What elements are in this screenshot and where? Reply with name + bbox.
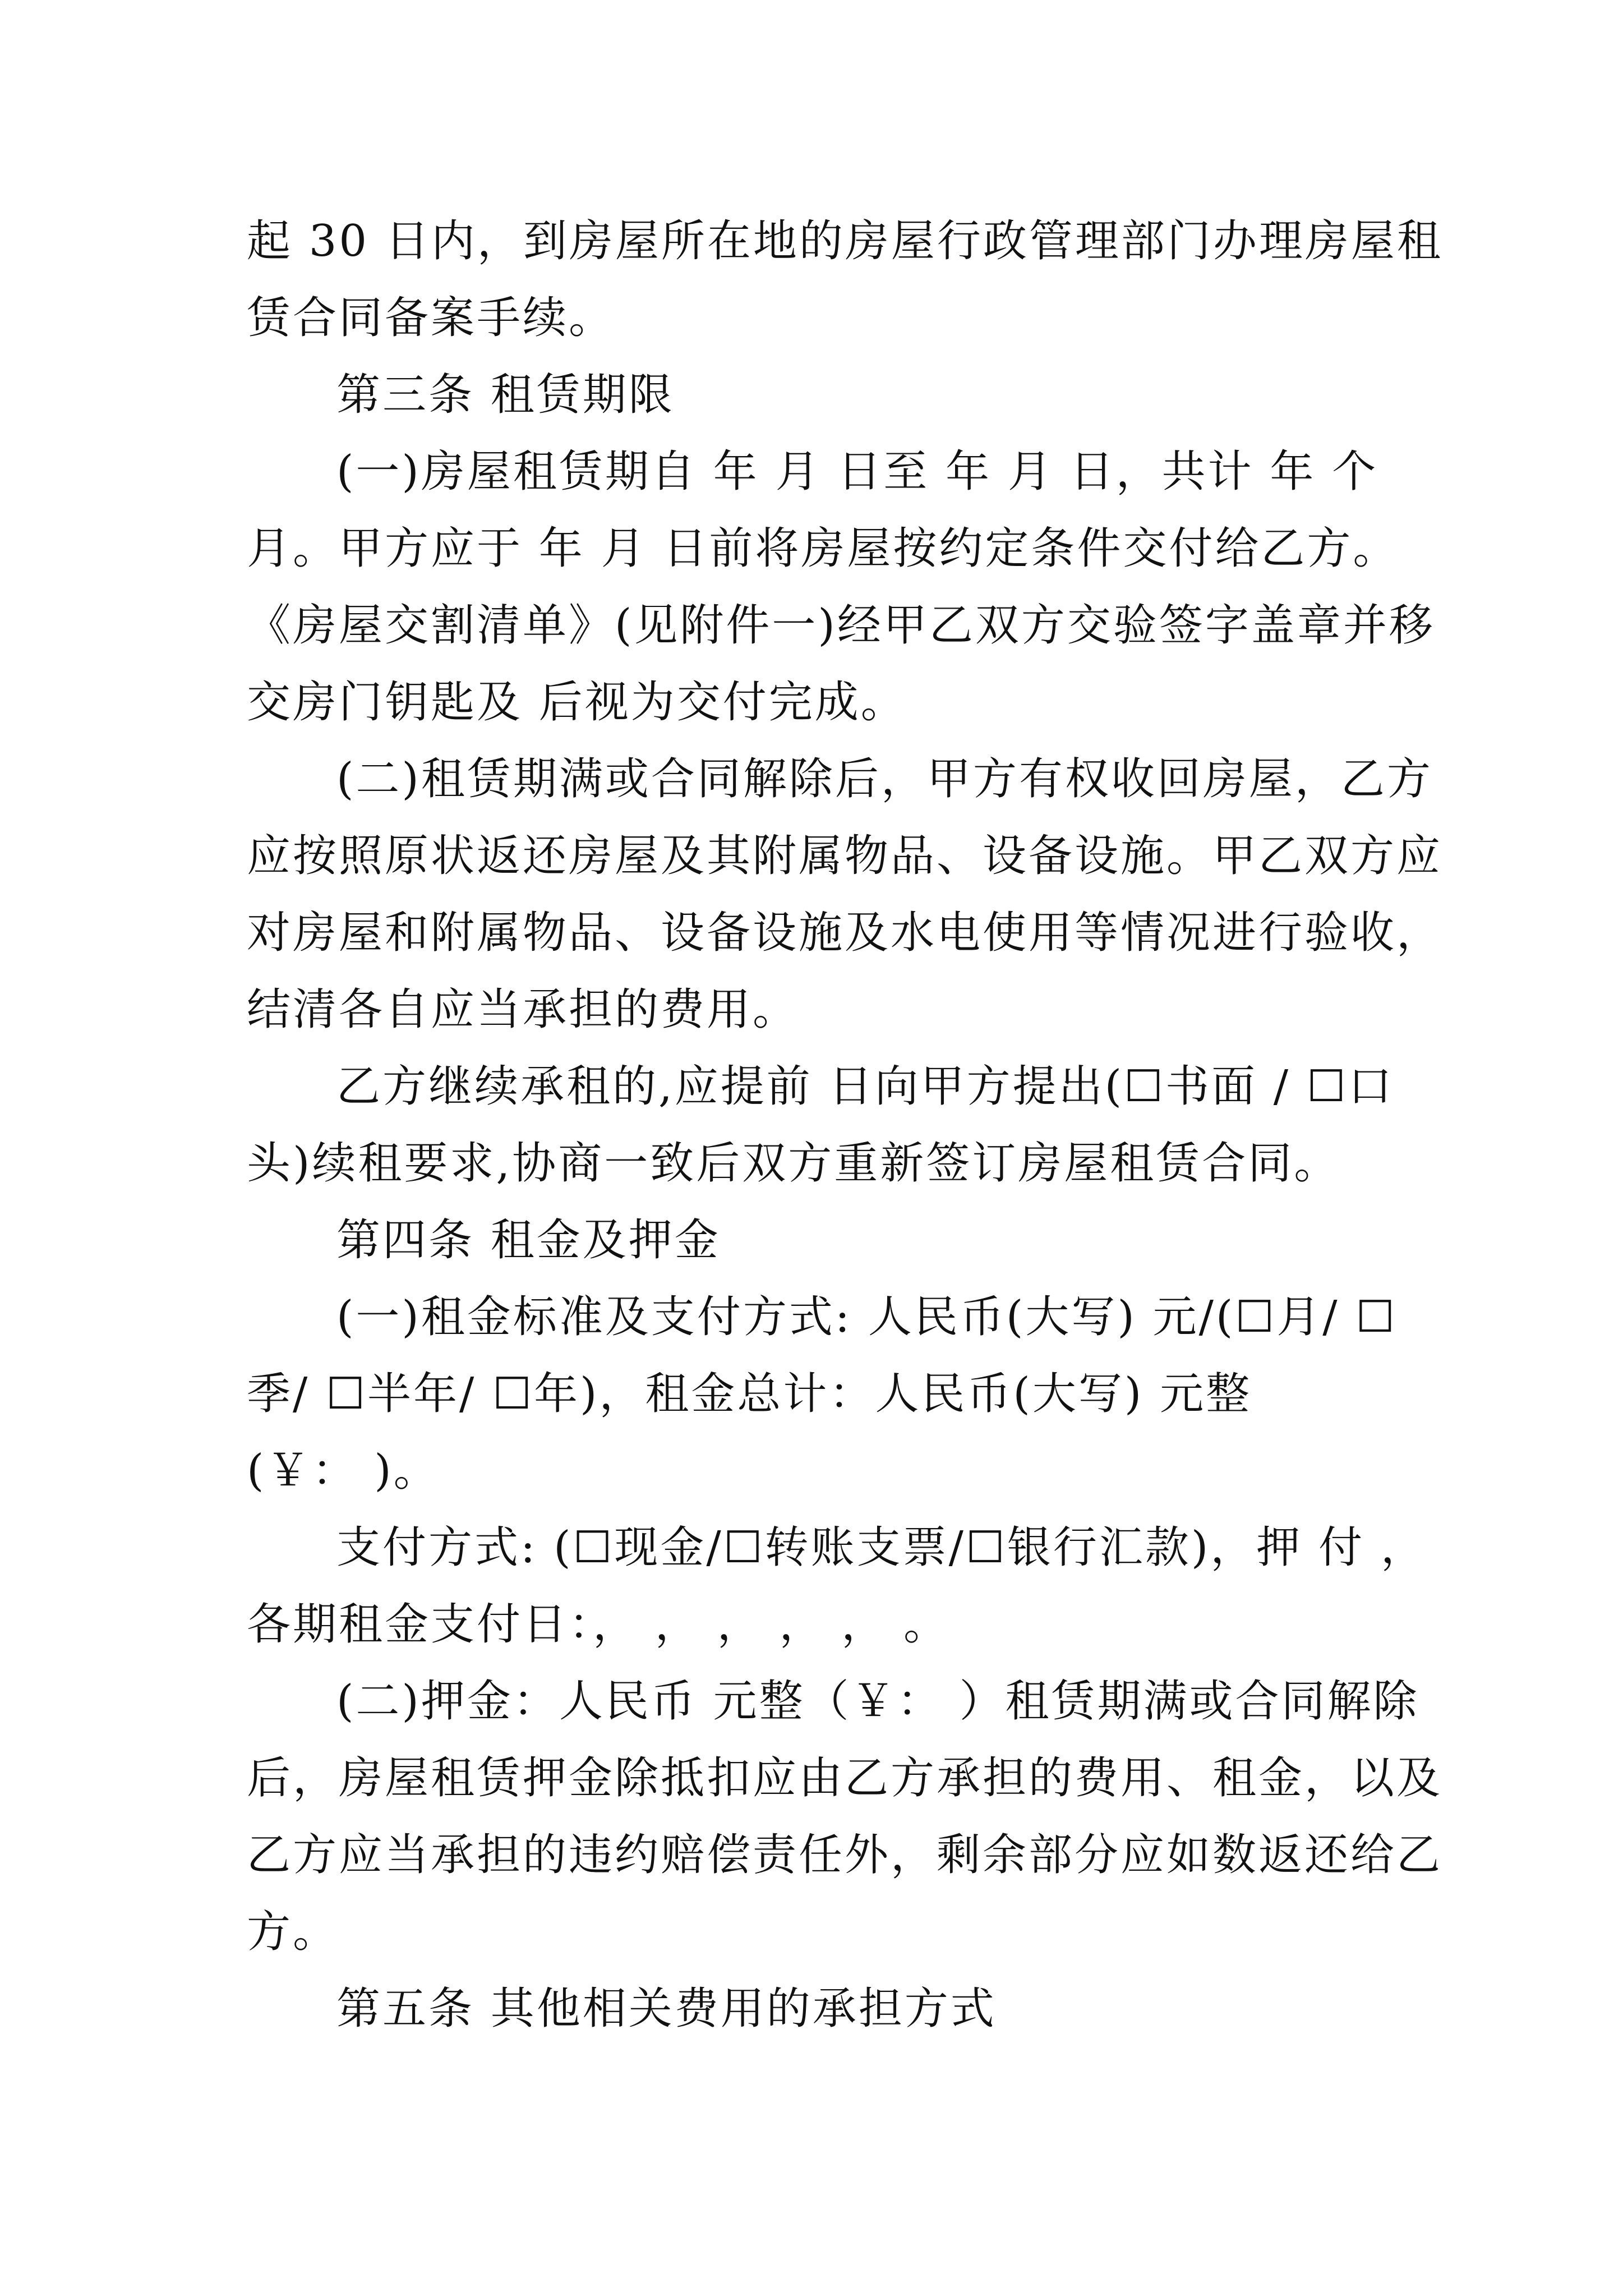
paragraph-line: 方。 (247, 1907, 339, 1957)
article-heading: 第三条 租赁期限 (336, 370, 675, 420)
paragraph-line: 乙方应当承担的违约赔偿责任外，剩余部分应如数返还给乙 (247, 1830, 1443, 1880)
paragraph-line: 季/ ☐半年/ ☐年)，租金总计：人民币(大写) 元整 (247, 1369, 1252, 1419)
paragraph-line: 结清各自应当承担的费用。 (247, 984, 799, 1035)
paragraph-line: 交房门钥匙及 后视为交付完成。 (247, 677, 907, 728)
paragraph-line: 《房屋交割清单》(见附件一)经甲乙双方交验签字盖章并移 (247, 600, 1435, 651)
paragraph-line: 后，房屋租赁押金除抵扣应由乙方承担的费用、租金，以及 (247, 1753, 1443, 1803)
paragraph-line: 支付方式: (☐现金/☐转账支票/☐银行汇款)，押 付 ， (336, 1522, 1427, 1573)
paragraph-line: 赁合同备案手续。 (247, 293, 615, 343)
paragraph-line: 月。甲方应于 年 月 日前将房屋按约定条件交付给乙方。 (247, 523, 1399, 574)
paragraph-line: (一)房屋租赁期自 年 月 日至 年 月 日，共计 年 个 (336, 447, 1378, 497)
paragraph-line: (二)押金：人民币 元整（￥： ）租赁期满或合同解除 (336, 1676, 1419, 1727)
document-body (247, 203, 1443, 2047)
paragraph-line: 起 30 日内，到房屋所在地的房屋行政管理部门办理房屋租 (247, 216, 1443, 266)
paragraph-line: (一)租金标准及支付方式: 人民币(大写) 元/(☐月/ ☐ (336, 1292, 1398, 1342)
paragraph-line: (二)租赁期满或合同解除后，甲方有权收回房屋，乙方 (336, 754, 1433, 804)
article-heading: 第五条 其他相关费用的承担方式 (336, 1984, 997, 2034)
paragraph-line: 各期租金支付日：， ， ， ， ， 。 (247, 1599, 949, 1650)
paragraph-line: 头)续租要求,协商一致后双方重新签订房屋租赁合同。 (247, 1138, 1340, 1189)
article-heading: 第四条 租金及押金 (336, 1215, 721, 1266)
paragraph-line: 乙方继续承租的,应提前 日向甲方提出(☐书面 / ☐口 (336, 1061, 1394, 1112)
paragraph-line: 应按照原状返还房屋及其附属物品、设备设施。甲乙双方应 (247, 831, 1443, 881)
paragraph-line: (￥： )。 (247, 1446, 440, 1496)
paragraph-line: 对房屋和附属物品、设备设施及水电使用等情况进行验收， (247, 908, 1443, 958)
